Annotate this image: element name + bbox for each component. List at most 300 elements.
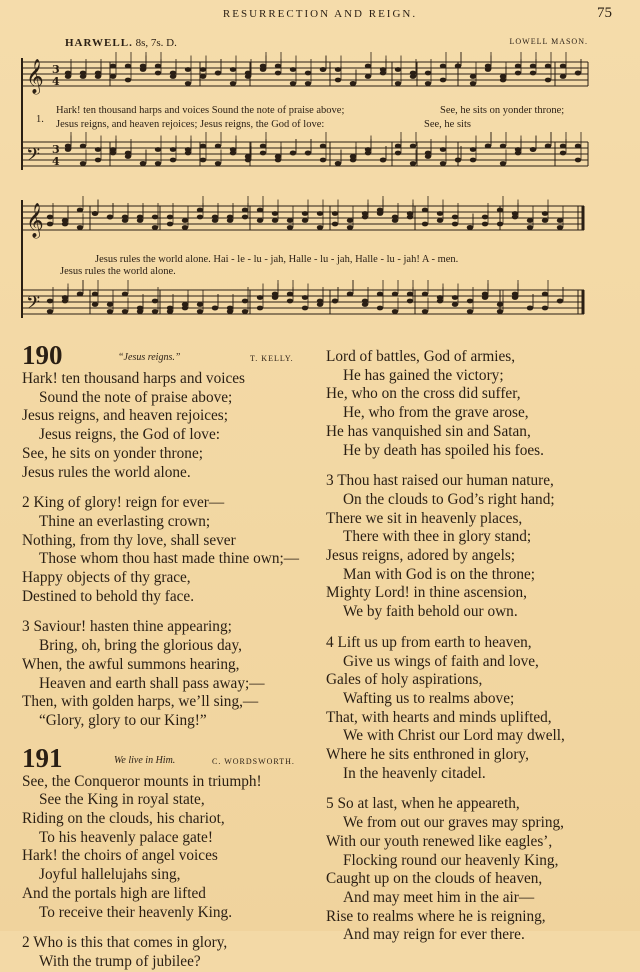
- note-head: [170, 147, 176, 152]
- note-head: [155, 161, 161, 166]
- verse-line: See, the Conqueror mounts in triumph!: [22, 772, 262, 790]
- note-head: [470, 81, 476, 86]
- note-head: [65, 74, 71, 79]
- verse-line: Bring, oh, bring the glorious day,: [39, 637, 242, 655]
- verse-line: Destined to behold thy face.: [22, 587, 195, 605]
- note-head: [287, 218, 293, 223]
- note-head: [482, 295, 488, 300]
- note-head: [302, 211, 308, 216]
- score-lyric-1b: See, he sits on yonder throne;: [440, 105, 565, 116]
- verse-line: 5 So at last, when he appeareth,: [326, 795, 520, 813]
- note-head: [215, 71, 221, 76]
- note-head: [440, 161, 446, 166]
- note-head: [92, 302, 98, 307]
- note-head: [362, 302, 368, 307]
- note-head: [560, 144, 566, 149]
- note-head: [140, 161, 146, 166]
- note-head: [302, 295, 308, 300]
- verse-line: In the heavenly citadel.: [343, 764, 486, 782]
- verse-line: Jesus reigns, the God of love:: [39, 426, 220, 444]
- note-head: [575, 144, 581, 149]
- note-head: [290, 81, 296, 86]
- note-head: [437, 211, 443, 216]
- note-head: [527, 225, 533, 230]
- note-head: [182, 225, 188, 230]
- note-head: [497, 309, 503, 314]
- verse-line: See, he sits on yonder throne;: [22, 444, 203, 462]
- verse-line: Wafting us to realms above;: [343, 689, 515, 707]
- note-head: [365, 74, 371, 79]
- note-head: [320, 144, 326, 149]
- note-head: [377, 292, 383, 297]
- note-head: [335, 67, 341, 72]
- verse-line: To his heavenly palace gate!: [39, 828, 213, 846]
- note-head: [497, 222, 503, 227]
- note-head: [77, 292, 83, 297]
- score-lyric-1a: Hark! ten thousand harps and voices Sound the note of praise above;: [56, 105, 345, 116]
- note-head: [575, 158, 581, 163]
- staff-treble-1: [22, 62, 588, 86]
- verse-line: That, with hearts and minds uplifted,: [326, 708, 552, 726]
- svg-text:3: 3: [52, 63, 60, 76]
- note-head: [440, 147, 446, 152]
- note-head: [242, 215, 248, 220]
- tune-meter: 8s, 7s. D.: [135, 37, 177, 49]
- note-head: [137, 306, 143, 311]
- note-head: [380, 158, 386, 163]
- verse-line: Heaven and earth shall pass away;—: [39, 674, 265, 692]
- hymn-author: T. KELLY.: [250, 354, 294, 363]
- note-head: [452, 295, 458, 300]
- note-head: [185, 67, 191, 72]
- note-head: [275, 154, 281, 159]
- note-head: [365, 151, 371, 156]
- note-head: [455, 158, 461, 163]
- note-head: [377, 208, 383, 213]
- verse-line: Hark! the choirs of angel voices: [22, 847, 218, 865]
- note-head: [515, 151, 521, 156]
- note-head: [557, 218, 563, 223]
- note-head: [530, 71, 536, 76]
- note-head: [545, 144, 551, 149]
- note-head: [215, 144, 221, 149]
- verse-line: There with thee in glory stand;: [343, 528, 532, 546]
- note-head: [302, 218, 308, 223]
- note-head: [467, 309, 473, 314]
- note-head: [335, 78, 341, 83]
- note-head: [152, 309, 158, 314]
- note-head: [212, 215, 218, 220]
- hymn-title: We live in Him.: [114, 754, 176, 766]
- note-head: [80, 74, 86, 79]
- note-head: [212, 306, 218, 311]
- hymn-number: 191: [22, 742, 63, 773]
- note-head: [215, 161, 221, 166]
- note-head: [95, 71, 101, 76]
- note-head: [392, 292, 398, 297]
- note-head: [140, 64, 146, 69]
- verse-line: And may meet him in the air—: [343, 888, 535, 906]
- note-head: [395, 151, 401, 156]
- note-head: [107, 302, 113, 307]
- note-head: [350, 81, 356, 86]
- note-head: [230, 147, 236, 152]
- note-head: [230, 81, 236, 86]
- note-head: [47, 215, 53, 220]
- note-head: [395, 144, 401, 149]
- musical-score: [0, 0, 640, 340]
- hymn-191-verses-left: [22, 773, 322, 972]
- note-head: [560, 64, 566, 69]
- note-head: [470, 74, 476, 79]
- verse-line: And may reign for ever there.: [343, 926, 525, 944]
- note-head: [125, 78, 131, 83]
- note-head: [197, 208, 203, 213]
- note-head: [530, 64, 536, 69]
- note-head: [122, 292, 128, 297]
- note-head: [392, 218, 398, 223]
- verse-line: Sound the note of praise above;: [39, 388, 233, 406]
- note-head: [542, 211, 548, 216]
- verse-line: Gales of holy aspirations,: [326, 671, 483, 689]
- score-lyric-2b: See, he sits: [424, 119, 471, 130]
- note-head: [422, 222, 428, 227]
- note-head: [410, 71, 416, 76]
- note-head: [110, 64, 116, 69]
- note-head: [320, 158, 326, 163]
- note-head: [410, 161, 416, 166]
- note-head: [170, 74, 176, 79]
- note-head: [167, 222, 173, 227]
- note-head: [542, 292, 548, 297]
- verse-line: He has gained the victory;: [343, 366, 504, 384]
- note-head: [542, 218, 548, 223]
- note-head: [200, 74, 206, 79]
- note-head: [152, 225, 158, 230]
- svg-text:𝄞: 𝄞: [26, 59, 44, 94]
- note-head: [92, 292, 98, 297]
- hymn-190-heading: [22, 340, 322, 370]
- verse-line: 4 Lift us up from earth to heaven,: [326, 633, 532, 651]
- note-head: [287, 292, 293, 297]
- note-head: [185, 147, 191, 152]
- note-head: [560, 74, 566, 79]
- note-head: [347, 218, 353, 223]
- hymn-number: 190: [22, 340, 63, 370]
- note-head: [287, 299, 293, 304]
- verse-line: He by death has spoiled his foes.: [343, 441, 544, 459]
- hymn-author: C. WORDSWORTH.: [212, 756, 295, 766]
- note-head: [557, 299, 563, 304]
- verse-marker: 1.: [36, 114, 44, 125]
- right-column: [326, 348, 626, 945]
- note-head: [200, 158, 206, 163]
- note-head: [392, 309, 398, 314]
- note-head: [200, 67, 206, 72]
- note-head: [455, 64, 461, 69]
- note-head: [317, 225, 323, 230]
- note-head: [500, 161, 506, 166]
- note-head: [380, 71, 386, 76]
- note-head: [452, 222, 458, 227]
- verse-line: Caught up on the clouds of heaven,: [326, 870, 543, 888]
- note-head: [107, 215, 113, 220]
- note-head: [395, 81, 401, 86]
- note-head: [77, 225, 83, 230]
- note-head: [242, 208, 248, 213]
- note-head: [452, 215, 458, 220]
- note-head: [227, 306, 233, 311]
- note-head: [437, 295, 443, 300]
- score-lyric-4: Jesus rules the world alone.: [60, 266, 176, 277]
- note-head: [197, 309, 203, 314]
- note-head: [182, 218, 188, 223]
- note-head: [290, 67, 296, 72]
- verse-line: With our youth renewed like eagles’,: [326, 832, 553, 850]
- verse-line: Man with God is on the throne;: [343, 565, 536, 583]
- note-head: [287, 225, 293, 230]
- verse-line: Thine an everlasting crown;: [39, 512, 211, 530]
- note-head: [347, 225, 353, 230]
- verse-line: Give us wings of faith and love,: [343, 652, 539, 670]
- note-head: [557, 225, 563, 230]
- note-head: [305, 151, 311, 156]
- note-head: [542, 306, 548, 311]
- note-head: [485, 144, 491, 149]
- verse-line: He, who on the cross did suffer,: [326, 385, 521, 403]
- left-column: [22, 340, 322, 972]
- svg-text:𝄢: 𝄢: [26, 145, 41, 170]
- note-head: [110, 147, 116, 152]
- note-head: [305, 71, 311, 76]
- note-head: [512, 215, 518, 220]
- note-head: [257, 295, 263, 300]
- note-head: [395, 67, 401, 72]
- note-head: [125, 151, 131, 156]
- note-head: [80, 161, 86, 166]
- verse-line: He, who from the grave arose,: [343, 404, 529, 422]
- note-head: [245, 71, 251, 76]
- note-head: [350, 154, 356, 159]
- verse-line: Jesus rules the world alone.: [22, 463, 191, 481]
- note-head: [230, 67, 236, 72]
- note-head: [545, 64, 551, 69]
- tune-name: HARWELL.: [65, 37, 133, 49]
- verse-line: Mighty Lord! in thine ascension,: [326, 584, 527, 602]
- note-head: [500, 144, 506, 149]
- note-head: [425, 151, 431, 156]
- note-head: [152, 215, 158, 220]
- note-head: [470, 158, 476, 163]
- verse-line: “Glory, glory to our King!”: [39, 711, 207, 729]
- note-head: [545, 78, 551, 83]
- note-head: [527, 306, 533, 311]
- score-lyric-2a: Jesus reigns, and heaven rejoices; Jesus reigns, the God of love:: [56, 119, 325, 130]
- note-head: [275, 64, 281, 69]
- note-head: [332, 222, 338, 227]
- note-head: [197, 302, 203, 307]
- note-head: [317, 211, 323, 216]
- note-head: [302, 306, 308, 311]
- hymn-title: “Jesus reigns.”: [118, 352, 181, 363]
- note-head: [257, 208, 263, 213]
- note-head: [317, 299, 323, 304]
- hymn-191-heading: [22, 743, 322, 773]
- note-head: [62, 299, 68, 304]
- hymn-191-verses-right: [326, 634, 626, 945]
- note-head: [335, 161, 341, 166]
- note-head: [122, 309, 128, 314]
- note-head: [137, 215, 143, 220]
- note-head: [320, 67, 326, 72]
- note-head: [560, 151, 566, 156]
- note-head: [407, 292, 413, 297]
- note-head: [260, 144, 266, 149]
- note-head: [275, 71, 281, 76]
- svg-text:3: 3: [52, 143, 60, 156]
- verse-line: See the King in royal state,: [39, 791, 205, 809]
- note-head: [95, 158, 101, 163]
- verse-line: Then, with golden harps, we’ll sing,—: [22, 693, 259, 711]
- note-head: [185, 81, 191, 86]
- note-head: [155, 71, 161, 76]
- note-head: [437, 218, 443, 223]
- note-head: [95, 147, 101, 152]
- note-head: [257, 306, 263, 311]
- note-head: [422, 292, 428, 297]
- verse-line: Lord of battles, God of armies,: [326, 348, 516, 365]
- note-head: [152, 299, 158, 304]
- note-head: [467, 299, 473, 304]
- note-head: [242, 309, 248, 314]
- note-head: [242, 299, 248, 304]
- note-head: [377, 306, 383, 311]
- note-head: [272, 292, 278, 297]
- note-head: [515, 64, 521, 69]
- note-head: [155, 147, 161, 152]
- verse-line: On the clouds to God’s right hand;: [343, 490, 555, 508]
- verse-line: We with Christ our Lord may dwell,: [343, 727, 565, 745]
- page-number: 75: [597, 5, 612, 21]
- score-lyric-3: Jesus rules the world alone. Hai - le - lu - jah, Halle - lu - jah, Halle - lu - jah! A - men.: [95, 254, 459, 265]
- note-head: [425, 71, 431, 76]
- note-head: [497, 208, 503, 213]
- note-head: [182, 306, 188, 311]
- verse-line: Hark! ten thousand harps and voices: [22, 370, 246, 387]
- note-head: [482, 222, 488, 227]
- verse-line: 3 Saviour! hasten thine appearing;: [22, 618, 232, 636]
- note-head: [485, 64, 491, 69]
- note-head: [365, 64, 371, 69]
- verse-line: To receive their heavenly King.: [39, 903, 233, 921]
- note-head: [167, 215, 173, 220]
- note-head: [107, 309, 113, 314]
- verse-line: Happy objects of thy grace,: [22, 569, 191, 587]
- note-head: [92, 211, 98, 216]
- note-head: [290, 151, 296, 156]
- verse-line: Jesus reigns, and heaven rejoices;: [22, 407, 229, 425]
- verse-line: Jesus reigns, adored by angels;: [326, 547, 516, 565]
- note-head: [332, 211, 338, 216]
- note-head: [482, 215, 488, 220]
- note-head: [122, 215, 128, 220]
- note-head: [200, 144, 206, 149]
- tune-composer: LOWELL MASON.: [509, 37, 588, 46]
- verse-line: We by faith behold our own.: [343, 603, 518, 621]
- verse-line: There we sit in heavenly places,: [326, 509, 523, 527]
- note-head: [422, 208, 428, 213]
- note-head: [347, 292, 353, 297]
- note-head: [332, 299, 338, 304]
- note-head: [245, 154, 251, 159]
- note-head: [575, 71, 581, 76]
- note-head: [62, 218, 68, 223]
- note-head: [422, 309, 428, 314]
- note-head: [80, 144, 86, 149]
- verse-line: With the trump of jubilee?: [39, 952, 201, 970]
- note-head: [227, 215, 233, 220]
- verse-line: Joyful hallelujahs sing,: [39, 866, 181, 884]
- note-head: [167, 309, 173, 314]
- note-head: [170, 158, 176, 163]
- verse-line: Those whom thou hast made thine own;—: [39, 550, 300, 568]
- verse-line: Rise to realms where he is reigning,: [326, 907, 546, 925]
- note-head: [407, 211, 413, 216]
- verse-line: He has vanquished sin and Satan,: [326, 422, 531, 440]
- svg-text:4: 4: [52, 75, 60, 88]
- note-head: [440, 64, 446, 69]
- note-head: [110, 74, 116, 79]
- svg-text:𝄢: 𝄢: [26, 293, 41, 318]
- note-head: [512, 292, 518, 297]
- note-head: [47, 309, 53, 314]
- svg-text:4: 4: [52, 155, 60, 168]
- note-head: [500, 78, 506, 83]
- note-head: [497, 302, 503, 307]
- verse-line: Flocking round our heavenly King,: [343, 851, 559, 869]
- note-head: [125, 64, 131, 69]
- verse-line: Riding on the clouds, his chariot,: [22, 810, 225, 828]
- note-head: [470, 147, 476, 152]
- verse-line: 2 King of glory! reign for ever—: [22, 494, 225, 512]
- verse-line: We from out our graves may spring,: [343, 814, 564, 832]
- note-head: [440, 78, 446, 83]
- verse-line: 3 Thou hast raised our human nature,: [326, 472, 554, 490]
- note-head: [65, 147, 71, 152]
- note-head: [527, 218, 533, 223]
- verse-line: When, the awful summons hearing,: [22, 655, 240, 673]
- running-title: RESURRECTION AND REIGN.: [222, 8, 418, 20]
- note-head: [47, 299, 53, 304]
- note-head: [407, 299, 413, 304]
- note-head: [257, 218, 263, 223]
- note-head: [77, 208, 83, 213]
- note-head: [410, 144, 416, 149]
- verse-line: And the portals high are lifted: [22, 884, 206, 902]
- note-head: [362, 211, 368, 216]
- hymn-190-verses-right: [326, 348, 626, 622]
- hymn-190-verses-left: [22, 370, 322, 731]
- verse-line: Where he sits enthroned in glory,: [326, 746, 529, 764]
- note-head: [272, 218, 278, 223]
- note-head: [305, 81, 311, 86]
- note-head: [47, 222, 53, 227]
- note-head: [530, 147, 536, 152]
- note-head: [155, 64, 161, 69]
- note-head: [272, 211, 278, 216]
- verse-line: 2 Who is this that comes in glory,: [22, 934, 228, 952]
- note-head: [260, 67, 266, 72]
